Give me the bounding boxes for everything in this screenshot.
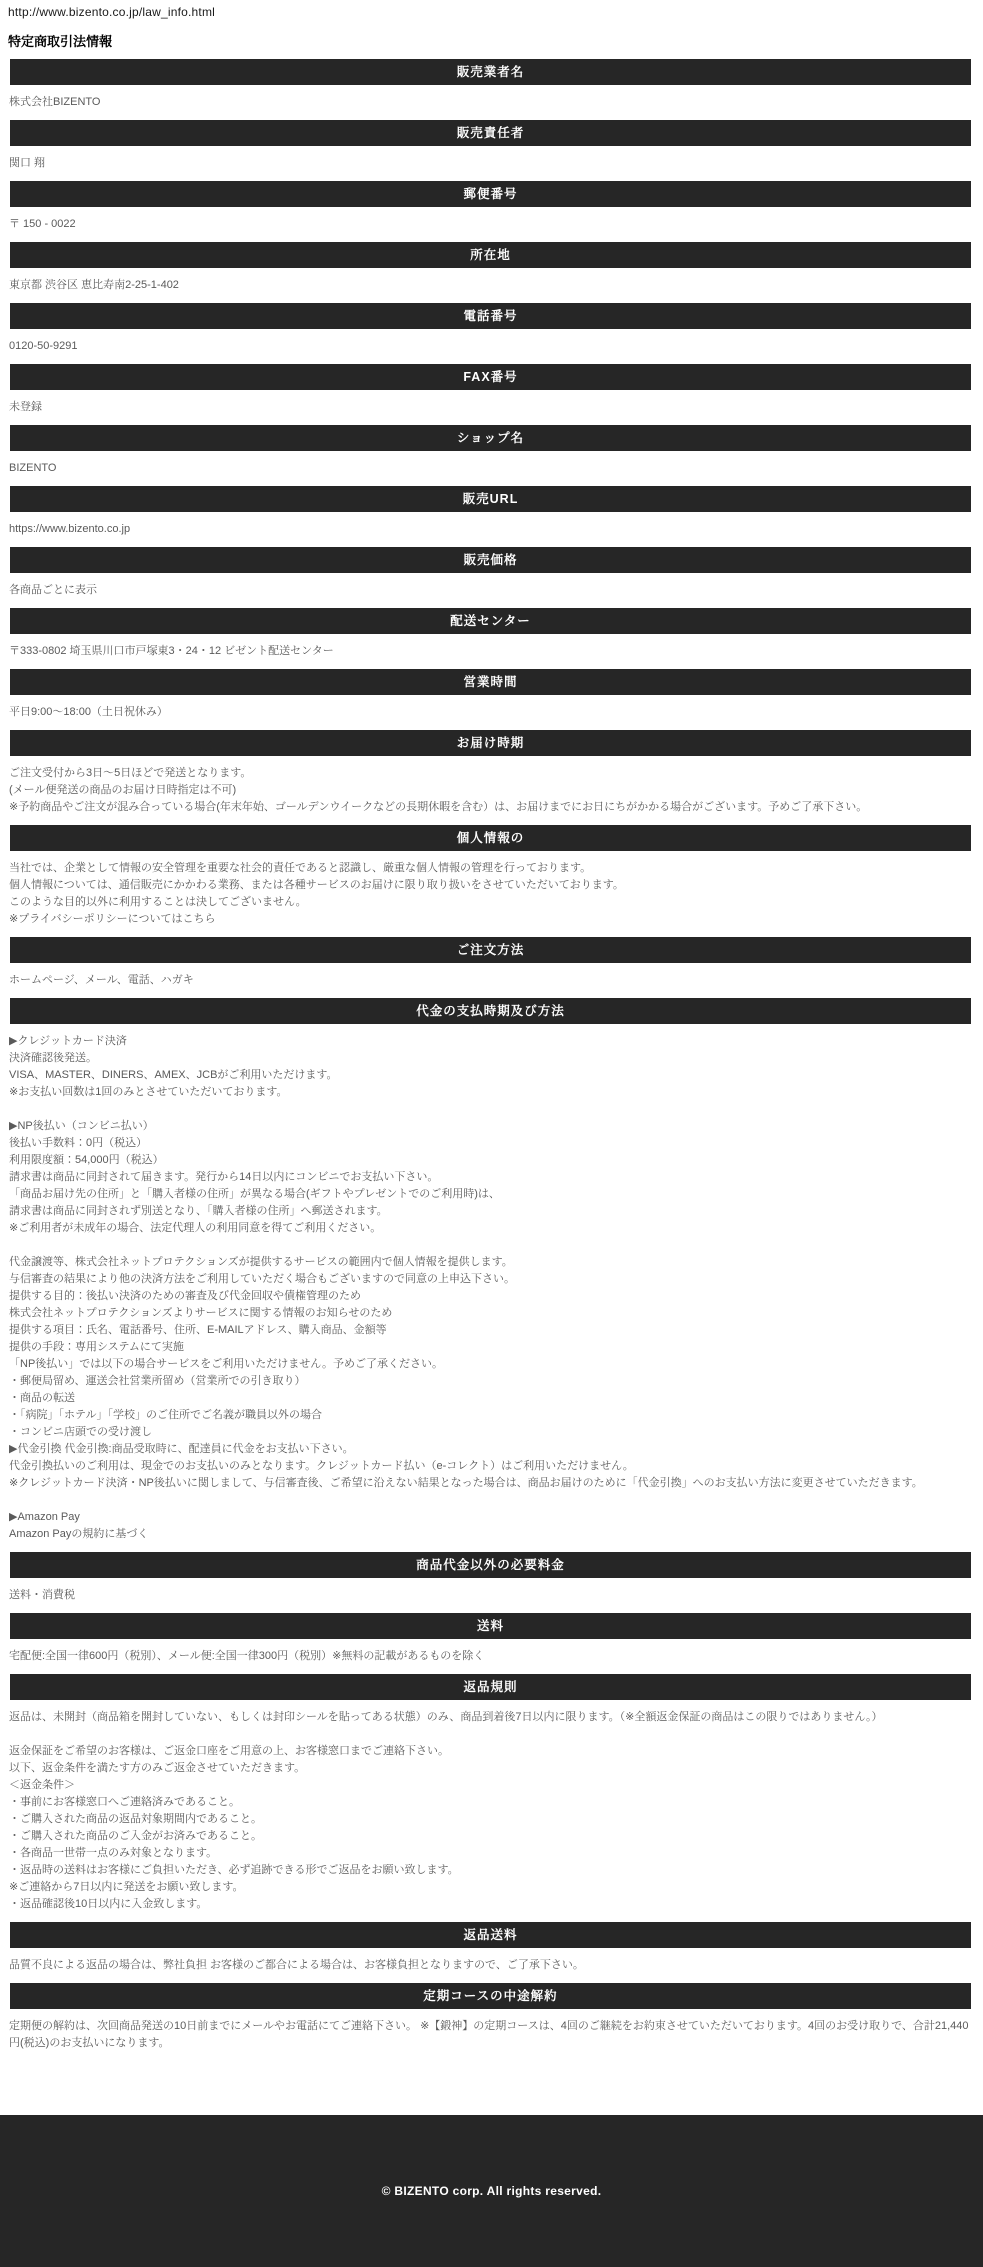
content-line: ※プライバシーポリシーについてはこちら bbox=[9, 913, 216, 925]
info-section bbox=[8, 998, 975, 1552]
content-line: 代金引換払いのご利用は、現金でのお支払いのみとなります。クレジットカード払い（e-コレクト）はご利用いただけません。 bbox=[9, 1460, 634, 1472]
section-header-bar bbox=[10, 547, 971, 573]
section-header-label: 商品代金以外の必要料金 bbox=[416, 1558, 565, 1572]
content-line: ホームページ、メール、電話、ハガキ bbox=[9, 974, 194, 986]
section-header-bar bbox=[10, 937, 971, 963]
info-section bbox=[8, 303, 975, 364]
info-section bbox=[8, 1674, 975, 1922]
content-line: 宅配便:全国一律600円（税別）、メール便:全国一律300円（税別）※無料の記載があるものを除く bbox=[9, 1650, 485, 1662]
content-line: ▶代金引換 代金引換:商品受取時に、配達員に代金をお支払い下さい。 bbox=[9, 1443, 354, 1455]
section-content bbox=[8, 1700, 975, 1922]
section-header-bar bbox=[10, 364, 971, 390]
page-url-text: http://www.bizento.co.jp/law_info.html bbox=[8, 5, 216, 19]
section-header-bar bbox=[10, 1613, 971, 1639]
content-line: 株式会社ネットプロテクションズよりサービスに関する情報のお知らせのため bbox=[9, 1307, 393, 1319]
section-content bbox=[8, 695, 975, 730]
content-line: ・返品確認後10日以内に入金致します。 bbox=[9, 1898, 208, 1910]
content-line: ・コンビニ店頭での受け渡し bbox=[9, 1426, 152, 1438]
section-header-label: 郵便番号 bbox=[463, 187, 518, 201]
content-line: 品質不良による返品の場合は、弊社負担 お客様のご都合による場合は、お客様負担となりますので、ご了承下さい。 bbox=[9, 1959, 584, 1971]
content-line: ・各商品一世帯一点のみ対象となります。 bbox=[9, 1847, 218, 1859]
content-line: 提供する目的：後払い決済のための審査及び代金回収や債権管理のため bbox=[9, 1290, 361, 1302]
section-content bbox=[8, 963, 975, 998]
info-section bbox=[8, 1552, 975, 1613]
section-header-bar bbox=[10, 1922, 971, 1948]
section-header-label: 返品規則 bbox=[463, 1680, 518, 1694]
info-section bbox=[8, 120, 975, 181]
info-section bbox=[8, 825, 975, 937]
content-line: 個人情報については、通信販売にかかわる業務、または各種サービスのお届けに限り取り扱いをさせていただいております。 bbox=[9, 879, 624, 891]
content-line: 関口 翔 bbox=[9, 157, 46, 169]
section-content bbox=[8, 1639, 975, 1674]
content-line: ・事前にお客様窓口へご連絡済みであること。 bbox=[9, 1796, 240, 1808]
content-line: ▶Amazon Pay bbox=[9, 1511, 80, 1523]
section-content bbox=[8, 634, 975, 669]
content-line: 「NP後払い」では以下の場合サービスをご利用いただけません。予めご了承ください。 bbox=[9, 1358, 443, 1370]
section-header-bar bbox=[10, 608, 971, 634]
info-section bbox=[8, 730, 975, 825]
section-content bbox=[8, 146, 975, 181]
info-section bbox=[8, 364, 975, 425]
section-content bbox=[8, 207, 975, 242]
section-content bbox=[8, 390, 975, 425]
content-line: 平日9:00〜18:00（土日祝休み） bbox=[9, 706, 168, 718]
section-header-label: 所在地 bbox=[470, 248, 511, 262]
section-content bbox=[8, 268, 975, 303]
section-header-label: 定期コースの中途解約 bbox=[423, 1989, 558, 2003]
section-content bbox=[8, 1948, 975, 1983]
content-line: 未登録 bbox=[9, 401, 42, 413]
section-header-bar bbox=[10, 1552, 971, 1578]
content-line: ・返品時の送料はお客様にご負担いただき、必ず追跡できる形でご返品をお願い致します。 bbox=[9, 1864, 459, 1876]
section-header-label: 販売業者名 bbox=[456, 65, 525, 79]
content-line bbox=[9, 1101, 975, 1118]
content-line: 決済確認後発送。 bbox=[9, 1052, 97, 1064]
section-header-bar bbox=[10, 59, 971, 85]
content-line: ・ご購入された商品のご入金がお済みであること。 bbox=[9, 1830, 262, 1842]
info-section bbox=[8, 1983, 975, 2061]
copyright-text: © BIZENTO corp. All rights reserved. bbox=[381, 2184, 602, 2198]
section-header-bar bbox=[10, 242, 971, 268]
content-line: 請求書は商品に同封されず別送となり、「購入者様の住所」へ郵送されます。 bbox=[9, 1205, 388, 1217]
section-content bbox=[8, 451, 975, 486]
section-header-bar bbox=[10, 486, 971, 512]
info-section bbox=[8, 547, 975, 608]
section-header-label: ショップ名 bbox=[456, 431, 525, 445]
section-header-label: ご注文方法 bbox=[456, 943, 525, 957]
content-line: 請求書は商品に同封されて届きます。発行から14日以内にコンビニでお支払い下さい。 bbox=[9, 1171, 439, 1183]
content-line: ※ご利用者が未成年の場合、法定代理人の利用同意を得てご利用ください。 bbox=[9, 1222, 382, 1234]
section-content bbox=[8, 851, 975, 937]
content-line: 定期便の解約は、次回商品発送の10日前までにメールやお電話にてご連絡下さい。 ※【鍛神】の定期コースは、4回のご継続をお約束させていただいております。4回のお受け取りで、合計21,440円(税込)のお支払いになります。 bbox=[9, 2020, 969, 2049]
info-section bbox=[8, 242, 975, 303]
info-section bbox=[8, 937, 975, 998]
content-line: 「商品お届け先の住所」と「購入者様の住所」が異なる場合(ギフトやプレゼントでのご利用時)は、 bbox=[9, 1188, 500, 1200]
section-header-bar bbox=[10, 1674, 971, 1700]
content-line: 株式会社BIZENTO bbox=[9, 96, 101, 108]
content-line: BIZENTO bbox=[9, 462, 57, 474]
info-section bbox=[8, 425, 975, 486]
content-line: 東京都 渋谷区 恵比寿南2-25-1-402 bbox=[9, 279, 179, 291]
section-header-label: 営業時間 bbox=[463, 675, 518, 689]
content-line: ※お支払い回数は1回のみとさせていただいております。 bbox=[9, 1086, 288, 1098]
content-line: ※クレジットカード決済・NP後払いに関しまして、与信審査後、ご希望に沿えない結果となった場合は、商品お届けのために「代金引換」へのお支払い方法に変更させていただきます。 bbox=[9, 1477, 923, 1489]
content-line: 〒 150 - 0022 bbox=[9, 218, 76, 230]
section-header-label: 代金の支払時期及び方法 bbox=[416, 1004, 565, 1018]
content-line: 0120-50-9291 bbox=[9, 340, 78, 352]
section-header-label: 電話番号 bbox=[463, 309, 518, 323]
content-line: ・郵便局留め、運送会社営業所留め（営業所での引き取り） bbox=[9, 1375, 306, 1387]
info-section bbox=[8, 181, 975, 242]
info-section bbox=[8, 486, 975, 547]
section-header-label: 送料 bbox=[476, 1619, 504, 1633]
content-line: 各商品ごとに表示 bbox=[9, 584, 97, 596]
info-section bbox=[8, 1613, 975, 1674]
section-content bbox=[8, 756, 975, 825]
section-header-bar bbox=[10, 181, 971, 207]
content-line: 利用限度額：54,000円（税込） bbox=[9, 1154, 164, 1166]
content-line: 与信審査の結果により他の決済方法をご利用していただく場合もございますので同意の上申込下さい。 bbox=[9, 1273, 515, 1285]
content-line bbox=[9, 1726, 975, 1743]
content-line: ご注文受付から3日〜5日ほどで発送となります。 bbox=[9, 767, 252, 779]
footer bbox=[0, 2115, 983, 2267]
content-line: 提供の手段：専用システムにて実施 bbox=[9, 1341, 184, 1353]
content-line: 代金譲渡等、株式会社ネットプロテクションズが提供するサービスの範囲内で個人情報を提供します。 bbox=[9, 1256, 513, 1268]
footer-spacer bbox=[0, 2061, 983, 2115]
content-line: ・商品の転送 bbox=[9, 1392, 75, 1404]
section-header-label: 販売責任者 bbox=[456, 126, 525, 140]
content-line: 以下、返金条件を満たす方のみご返金させていただきます。 bbox=[9, 1762, 306, 1774]
sections-list bbox=[8, 59, 975, 2061]
content-line: ※ご連絡から7日以内に発送をお願い致します。 bbox=[9, 1881, 244, 1893]
info-section bbox=[8, 669, 975, 730]
section-header-label: FAX番号 bbox=[463, 370, 518, 384]
section-header-label: 返品送料 bbox=[463, 1928, 518, 1942]
section-header-bar bbox=[10, 1983, 971, 2009]
page-title: 特定商取引法情報 bbox=[8, 34, 113, 49]
section-header-bar bbox=[10, 730, 971, 756]
section-header-bar bbox=[10, 303, 971, 329]
content-line: 返品は、未開封（商品箱を開封していない、もしくは封印シールを貼ってある状態）のみ、商品到着後7日以内に限ります。（※全額返金保証の商品はこの限りではありません。） bbox=[9, 1711, 883, 1723]
content-line: 提供する項目：氏名、電話番号、住所、E-MAILアドレス、購入商品、金額等 bbox=[9, 1324, 387, 1336]
section-content bbox=[8, 512, 975, 547]
content-line: 〒333-0802 埼玉県川口市戸塚東3・24・12 ビゼント配送センター bbox=[9, 645, 334, 657]
content-line bbox=[9, 1492, 975, 1509]
content-line: 後払い手数料：0円（税込） bbox=[9, 1137, 148, 1149]
content-line: ・「病院」「ホテル」「学校」のご住所でご名義が職員以外の場合 bbox=[9, 1409, 322, 1421]
section-header-bar bbox=[10, 998, 971, 1024]
content-line bbox=[9, 1237, 975, 1254]
content-line: https://www.bizento.co.jp bbox=[9, 523, 131, 535]
section-header-bar bbox=[10, 669, 971, 695]
section-header-label: 個人情報の bbox=[456, 831, 525, 845]
info-section bbox=[8, 608, 975, 669]
section-header-bar bbox=[10, 425, 971, 451]
section-content bbox=[8, 2009, 975, 2061]
section-header-label: お届け時期 bbox=[456, 736, 525, 750]
section-content bbox=[8, 85, 975, 120]
content-line: 当社では、企業として情報の安全管理を重要な社会的責任であると認識し、厳重な個人情報の管理を行っております。 bbox=[9, 862, 592, 874]
section-header-bar bbox=[10, 825, 971, 851]
info-section bbox=[8, 1922, 975, 1983]
section-content bbox=[8, 573, 975, 608]
section-header-label: 販売価格 bbox=[463, 553, 518, 567]
section-content bbox=[8, 1024, 975, 1552]
section-header-label: 配送センター bbox=[450, 614, 531, 628]
section-header-label: 販売URL bbox=[462, 492, 519, 506]
content-line: VISA、MASTER、DINERS、AMEX、JCBがご利用いただけます。 bbox=[9, 1069, 338, 1081]
section-content bbox=[8, 329, 975, 364]
section-content bbox=[8, 1578, 975, 1613]
content-line: ▶NP後払い（コンビニ払い） bbox=[9, 1120, 154, 1132]
content-line: (メール便発送の商品のお届け日時指定は不可) bbox=[9, 784, 237, 796]
content-line: ▶クレジットカード決済 bbox=[9, 1035, 127, 1047]
content-line: 送料・消費税 bbox=[9, 1589, 75, 1601]
info-section bbox=[8, 59, 975, 120]
content-line: ＜返金条件＞ bbox=[9, 1779, 75, 1791]
section-header-bar bbox=[10, 120, 971, 146]
content-line: このような目的以外に利用することは決してございません。 bbox=[9, 896, 307, 908]
content-line: 返金保証をご希望のお客様は、ご返金口座をご用意の上、お客様窓口までご連絡下さい。 bbox=[9, 1745, 449, 1757]
content-line: ※予約商品やご注文が混み合っている場合(年末年始、ゴールデンウイークなどの長期休暇を含む）は、お届けまでにお日にちがかかる場合がございます。予めご了承下さい。 bbox=[9, 801, 868, 813]
content-line: Amazon Payの規約に基づく bbox=[9, 1528, 149, 1540]
content-line: ・ご購入された商品の返品対象期間内であること。 bbox=[9, 1813, 262, 1825]
